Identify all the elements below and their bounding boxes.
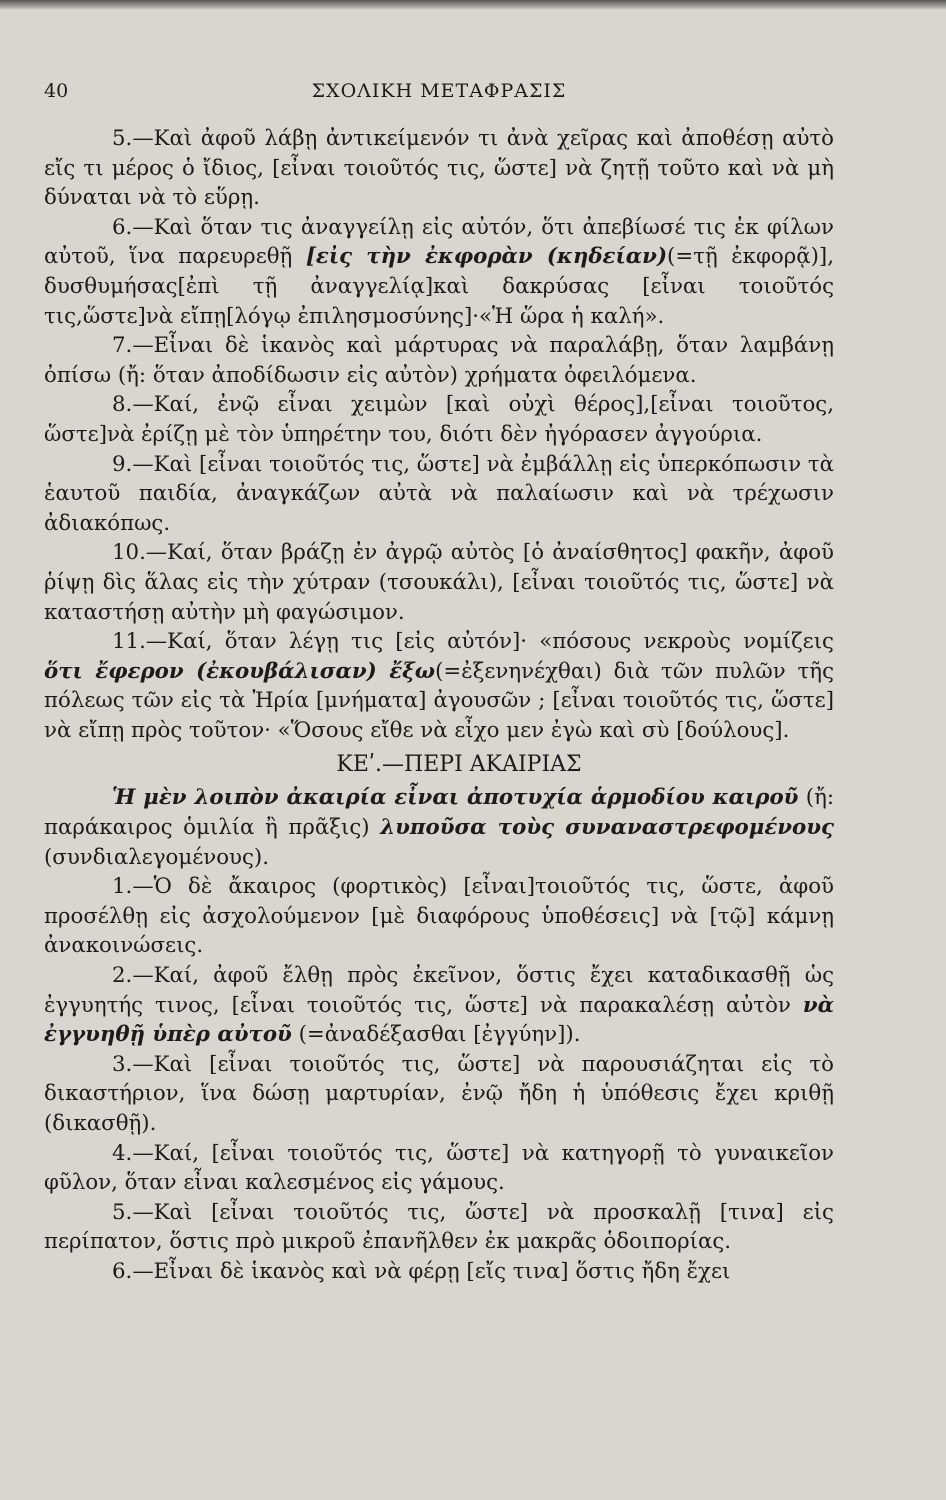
paragraph-11: 11.—Καί, ὅταν λέγῃ τις [εἰς αὐτόν]· «πόσους νεκροὺς νομίζεις ὅτι ἔφερον (ἐκουβάλισαν) ἔξω(=ἐξενηνέχθαι) διὰ τῶν πυλῶν τῆς πόλεως τῶν εἰς τὰ Ἠρία [μνήματα] ἀγουσῶν ; [εἶναι τοιοῦτός τις, ὥστε] νὰ εἴπῃ πρὸς τοῦτον· «Ὅσους εἴθε νὰ εἶχο μεν ἐγὼ καὶ σὺ [δούλους]. bbox=[44, 629, 834, 743]
page-top-edge bbox=[0, 0, 946, 10]
akairia-paragraph-3: 3.—Καὶ [εἶναι τοιοῦτός τις, ὥστε] νὰ παρουσιάζηται εἰς τὸ δικαστήριον, ἵνα δώσῃ μαρτυρίαν, ἐνῷ ἤδη ἡ ὑπόθεσις ἔχει κριθῇ (δικασθῇ). bbox=[44, 1051, 834, 1136]
book-page bbox=[44, 80, 834, 1287]
paragraph-10: 10.—Καί, ὅταν βράζῃ ἐν ἀγρῷ αὐτὸς [ὁ ἀναίσθητος] φακῆν, ἀφοῦ ῥίψῃ δὶς ἅλας εἰς τὴν χύτραν (τσουκάλι), [εἶναι τοιοῦτός τις, ὥστε] νὰ καταστήσῃ αὐτὴν μὴ φαγώσιμον. bbox=[44, 540, 834, 625]
akairia-paragraph-1: 1.—Ὁ δὲ ἄκαιρος (φορτικὸς) [εἶναι]τοιοῦτός τις, ὥστε, ἀφοῦ προσέλθῃ εἰς ἀσχολούμενον [μὲ διαφόρους ὑποθέσεις] νὰ [τῷ] κάμνῃ ἀνακοινώσεις. bbox=[44, 874, 834, 959]
paragraph-5: 5.—Καὶ ἀφοῦ λάβῃ ἀντικείμενόν τι ἀνὰ χεῖρας καὶ ἀποθέσῃ αὐτὸ εἴς τι μέρος ὁ ἴδιος, [εἶναι τοιοῦτός τις, ὥστε] νὰ ζητῇ τοῦτο καὶ νὰ μὴ δύναται νὰ τὸ εὕρῃ. bbox=[44, 126, 834, 211]
paragraph-6: 6.—Καὶ ὅταν τις ἀναγγείλῃ εἰς αὐτόν, ὅτι ἀπεβίωσέ τις ἐκ φίλων αὐτοῦ, ἵνα παρευρεθῇ [εἰς τὴν ἐκφορὰν (κηδείαν)(=τῇ ἐκφορᾷ)], δυσθυμήσας[ἐπὶ τῇ ἀναγγελίᾳ]καὶ δακρύσας [εἶναι τοιοῦτός τις,ὥστε]νὰ εἴπῃ[λόγῳ ἐπιλησμοσύνης]·«Ἡ ὥρα ἡ καλή». bbox=[44, 214, 834, 329]
akairia-paragraph-5: 5.—Καὶ [εἶναι τοιοῦτός τις, ὥστε] νὰ προσκαλῇ [τινα] εἰς περίπατον, ὅστις πρὸ μικροῦ ἐπανῆλθεν ἐκ μακρᾶς ὁδοιπορίας. bbox=[44, 1199, 834, 1255]
running-title: ΣΧΟΛΙΚΗ ΜΕΤΑΦΡΑΣΙΣ bbox=[311, 80, 567, 102]
definition-paragraph: Ἡ μὲν λοιπὸν ἀκαιρία εἶναι ἀποτυχία ἁρμοδίου καιροῦ (ἤ: παράκαιρος ὁμιλία ἢ πρᾶξις) λυποῦσα τοὺς συναναστρεφομένους (συνδιαλεγομένους). bbox=[44, 785, 835, 870]
paragraph-9: 9.—Καὶ [εἶναι τοιοῦτός τις, ὥστε] νὰ ἐμβάλλῃ εἰς ὑπερκόπωσιν τὰ ἑαυτοῦ παιδία, ἀναγκάζων αὐτὰ νὰ παλαίωσιν καὶ νὰ τρέχωσιν ἀδιακόπως. bbox=[44, 451, 835, 536]
akairia-paragraph-2: 2.—Καί, ἀφοῦ ἔλθῃ πρὸς ἐκεῖνον, ὅστις ἔχει καταδικασθῇ ὡς ἐγγυητής τινος, [εἶναι τοιοῦτός τις, ὥστε] νὰ παρακαλέσῃ αὐτὸν νὰ ἐγγυηθῇ ὑπὲρ αὐτοῦ (=ἀναδέξασθαι [ἐγγύην]). bbox=[44, 963, 834, 1048]
paragraph-8: 8.—Καί, ἐνῷ εἶναι χειμὼν [καὶ οὐχὶ θέρος],[εἶναι τοιοῦτος, ὥστε]νὰ ἐρίζῃ μὲ τὸν ὑπηρέτην του, διότι δὲν ἠγόρασεν ἀγγούρια. bbox=[44, 392, 834, 447]
akairia-paragraph-4: 4.—Καί, [εἶναι τοιοῦτός τις, ὥστε] νὰ κατηγορῇ τὸ γυναικεῖον φῦλον, ὅταν εἶναι καλεσμένος εἰς γάμους. bbox=[44, 1140, 834, 1196]
chapter-heading: ΚΕʹ.—ΠΕΡΙ ΑΚΑΙΡΙΑΣ bbox=[336, 752, 582, 778]
page-number: 40 bbox=[44, 80, 69, 102]
paragraph-7: 7.—Εἶναι δὲ ἱκανὸς καὶ μάρτυρας νὰ παραλάβῃ, ὅταν λαμβάνῃ ὀπίσω (ἤ: ὅταν ἀποδίδωσιν εἰς αὐτὸν) χρήματα ὀφειλόμενα. bbox=[44, 333, 834, 388]
akairia-paragraph-6: 6.—Εἶναι δὲ ἱκανὸς καὶ νὰ φέρῃ [εἴς τινα] ὅστις ἤδη ἔχει bbox=[112, 1258, 731, 1284]
page-header bbox=[44, 80, 834, 124]
